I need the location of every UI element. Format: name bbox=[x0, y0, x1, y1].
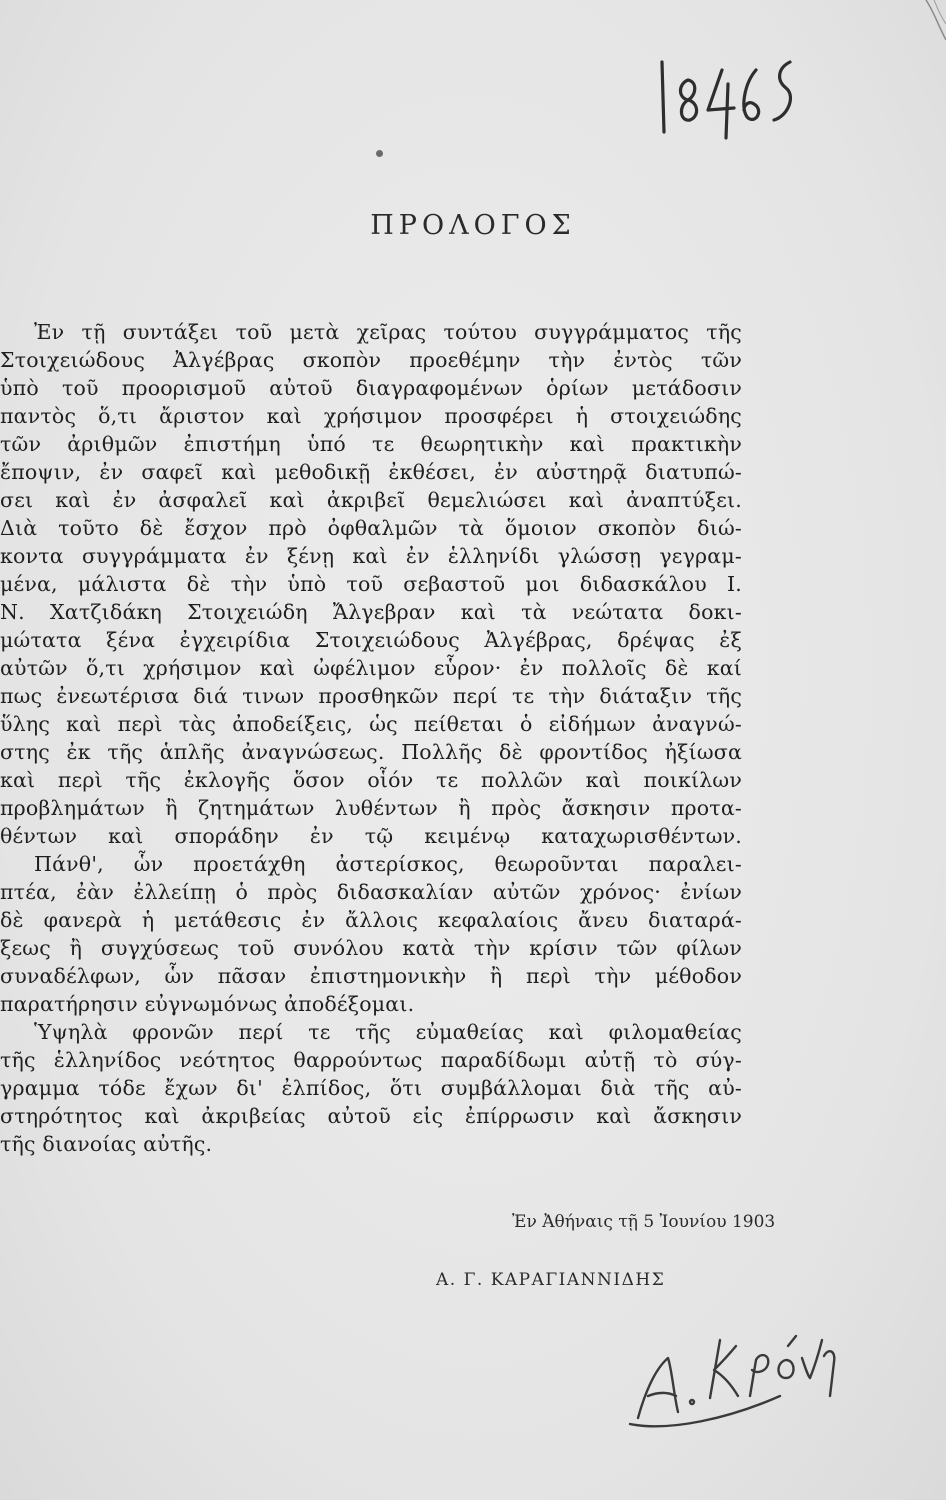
text-line: μένα, μάλιστα δὲ τὴν ὑπὸ τοῦ σεβαστοῦ μοι διδασκάλου Ι. bbox=[0, 572, 742, 596]
text-line: καὶ περὶ τῆς ἐκλογῆς ὅσον οἷόν τε πολλῶν καὶ ποικίλων bbox=[0, 768, 742, 792]
handwritten-catalog-number bbox=[640, 40, 800, 150]
text-line: τῶν ἀριθμῶν ἐπιστήμη ὑπό τε θεωρητικὴν καὶ πρακτικὴν bbox=[0, 432, 742, 456]
text-line: παντὸς ὅ,τι ἄριστον καὶ χρήσιμον προσφέρει ἡ στοιχειώδης bbox=[0, 404, 742, 428]
text-line: Ἐν τῇ συντάξει τοῦ μετὰ χεῖρας τούτου συγγράμματος τῆς bbox=[34, 320, 742, 344]
text-line: τῆς διανοίας αὐτῆς. bbox=[0, 1132, 213, 1156]
text-line: παρατήρησιν εὐγνωμόνως ἀποδέξομαι. bbox=[0, 992, 415, 1016]
text-line: μώτατα ξένα ἐγχειρίδια Στοιχειώδους Ἀλγέβρας, δρέψας ἐξ bbox=[0, 628, 742, 652]
handwritten-signature bbox=[610, 1300, 860, 1440]
text-line: Πάνθ', ὧν προετάχθη ἀστερίσκος, θεωροῦνται παραλει- bbox=[34, 852, 742, 876]
text-line: Ν. Χατζιδάκη Στοιχειώδη Ἄλγεβραν καὶ τὰ νεώτατα δοκι- bbox=[0, 600, 742, 624]
text-line: ὕλης καὶ περὶ τὰς ἀποδείξεις, ὡς πείθεται ὁ εἰδήμων ἀναγνώ- bbox=[0, 712, 742, 736]
text-line: προβλημάτων ἢ ζητημάτων λυθέντων ἢ πρὸς ἄσκησιν προτα- bbox=[0, 796, 742, 820]
text-line: ξεως ἢ συγχύσεως τοῦ συνόλου κατὰ τὴν κρίσιν τῶν φίλων bbox=[0, 936, 742, 960]
printer-dot bbox=[376, 150, 383, 157]
text-line: ἔποψιν, ἐν σαφεῖ καὶ μεθοδικῇ ἐκθέσει, ἐν αὐστηρᾷ διατυπώ- bbox=[0, 460, 742, 484]
text-line: σει καὶ ἐν ἀσφαλεῖ καὶ ἀκριβεῖ θεμελιώσει καὶ ἀναπτύξει. bbox=[0, 488, 742, 512]
date-line: Ἐν Ἀθήναις τῇ 5 Ἰουνίου 1903 bbox=[512, 1212, 776, 1232]
text-line: πως ἐνεωτέρισα διά τινων προσθηκῶν περί τε τὴν διάταξιν τῆς bbox=[0, 684, 742, 708]
text-line: ὑπὸ τοῦ προορισμοῦ αὐτοῦ διαγραφομένων ὁρίων μετάδοσιν bbox=[0, 376, 742, 400]
page-title: ΠΡΟΛΟΓΟΣ bbox=[370, 210, 576, 241]
text-line: Διὰ τοῦτο δὲ ἔσχον πρὸ ὀφθαλμῶν τὰ ὅμοιον σκοπὸν διώ- bbox=[0, 516, 742, 540]
text-line: συναδέλφων, ὧν πᾶσαν ἐπιστημονικὴν ἢ περὶ τὴν μέθοδον bbox=[0, 964, 742, 988]
text-line: γραμμα τόδε ἔχων δι' ἐλπίδος, ὅτι συμβάλλομαι διὰ τῆς αὐ- bbox=[0, 1076, 742, 1100]
text-line: στηρότητος καὶ ἀκριβείας αὐτοῦ εἰς ἐπίρρωσιν καὶ ἄσκησιν bbox=[0, 1104, 742, 1128]
author-name: Α. Γ. ΚΑΡΑΓΙΑΝΝΙΔΗΣ bbox=[436, 1270, 666, 1290]
text-line: Ὑψηλὰ φρονῶν περί τε τῆς εὐμαθείας καὶ φιλομαθείας bbox=[34, 1020, 742, 1044]
text-line: αὐτῶν ὅ,τι χρήσιμον καὶ ὠφέλιμον εὗρον· ἐν πολλοῖς δὲ καί bbox=[0, 656, 742, 680]
text-line: κοντα συγγράμματα ἐν ξένῃ καὶ ἐν ἑλληνίδι γλώσσῃ γεγραμ- bbox=[0, 544, 742, 568]
text-line: στης ἐκ τῆς ἁπλῆς ἀναγνώσεως. Πολλῆς δὲ φροντίδος ἠξίωσα bbox=[0, 740, 742, 764]
text-line: πτέα, ἐὰν ἐλλείπῃ ὁ πρὸς διδασκαλίαν αὐτῶν χρόνος· ἐνίων bbox=[0, 880, 742, 904]
page-corner-fold bbox=[916, 0, 946, 50]
text-line: δὲ φανερὰ ἡ μετάθεσις ἐν ἄλλοις κεφαλαίοις ἄνευ διαταρά- bbox=[0, 908, 742, 932]
text-line: θέντων καὶ σποράδην ἐν τῷ κειμένῳ καταχωρισθέντων. bbox=[0, 824, 742, 848]
text-line: τῆς ἑλληνίδος νεότητος θαρρούντως παραδίδωμι αὐτῇ τὸ σύγ- bbox=[0, 1048, 742, 1072]
text-line: Στοιχειώδους Ἀλγέβρας σκοπὸν προεθέμην τὴν ἐντὸς τῶν bbox=[0, 348, 742, 372]
